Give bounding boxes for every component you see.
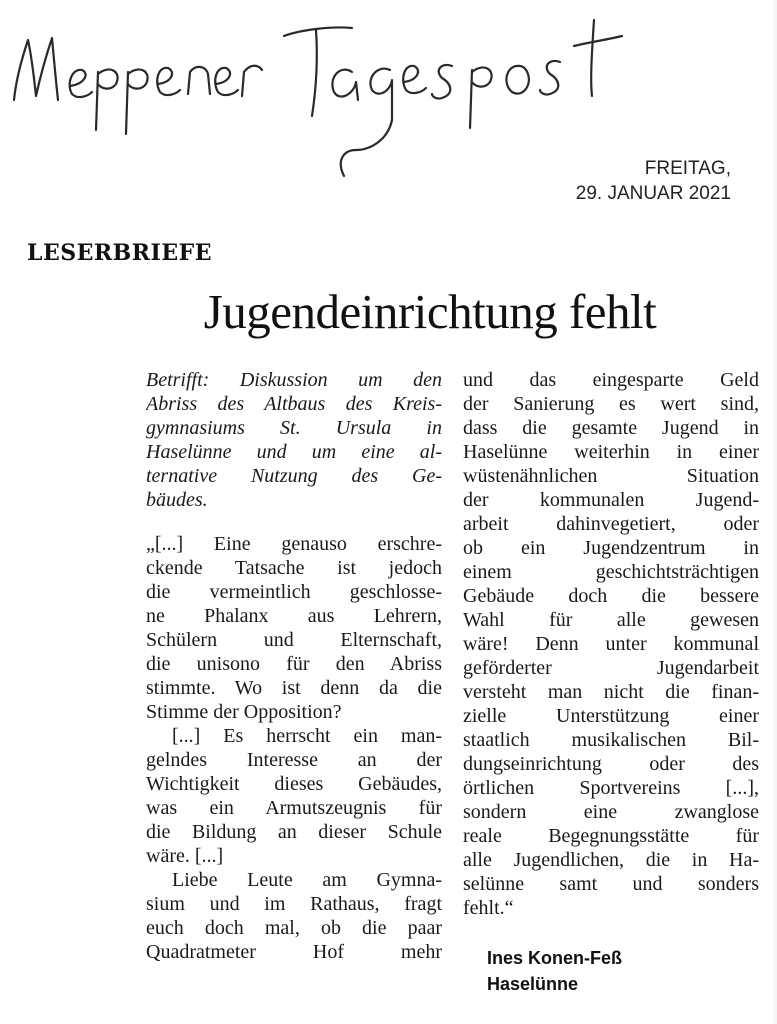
headline: Jugendeinrichtung fehlt <box>203 284 657 339</box>
text-line: die vermeintlich geschlosse- <box>146 581 442 603</box>
text-line: ckende Tatsache ist jedoch <box>146 557 442 579</box>
text-line: Quadratmeter Hof mehr <box>146 941 442 963</box>
intro-line: Betrifft: Diskussion um den <box>146 369 442 391</box>
dateline <box>576 156 731 206</box>
paragraph-2 <box>146 724 442 868</box>
author-place: Haselünne <box>487 974 579 994</box>
text-line: arbeit dahinvegetiert, oder <box>463 513 759 535</box>
text-line: die unisono für den Abriss <box>146 653 442 675</box>
text-line: wäre! Denn unter kommunal <box>463 633 759 655</box>
text-line: alle Jugendlichen, die in Ha- <box>463 849 759 871</box>
text-line: geförderter Jugendarbeit <box>463 657 759 679</box>
text-line: Haselünne weiterhin in einer <box>463 441 759 463</box>
text-line: Gebäude doch die bessere <box>463 585 759 607</box>
text-line: wäre. [...] <box>146 845 224 867</box>
text-line: „[...] Eine genauso erschre- <box>146 533 442 555</box>
text-line: örtlichen Sportvereins [...], <box>463 777 759 799</box>
text-line: dungseinrichtung oder des <box>463 753 759 775</box>
letter-signature <box>487 945 622 997</box>
text-line: der kommunalen Jugend- <box>463 489 759 511</box>
paragraph-gap <box>146 512 442 532</box>
text-line: Stimme der Opposition? <box>146 701 342 723</box>
text-line: euch doch mal, ob die paar <box>146 917 442 939</box>
section-label: LESERBRIEFE <box>27 240 213 266</box>
intro-line: ternative Nutzung des Ge- <box>146 465 442 487</box>
column-left <box>146 368 442 964</box>
text-line: dass die gesamte Jugend in <box>463 417 759 439</box>
text-line: Wichtigkeit dieses Gebäudes, <box>146 773 442 795</box>
intro-line: gymnasiums St. Ursula in <box>146 417 442 439</box>
text-line: und das eingesparte Geld <box>463 369 759 391</box>
paragraph-3 <box>146 868 442 964</box>
text-line: Schülern und Elternschaft, <box>146 629 442 651</box>
text-line: fehlt.“ <box>463 897 514 919</box>
text-line: selünne samt und sonders <box>463 873 759 895</box>
paragraph-1 <box>146 532 442 724</box>
text-line: Wahl für alle gewesen <box>463 609 759 631</box>
intro-line: Haselünne und um eine al- <box>146 441 442 463</box>
text-line: stimmte. Wo ist denn da die <box>146 677 442 699</box>
text-line: einem geschichtsträchtigen <box>463 561 759 583</box>
text-line: die Bildung an dieser Schule <box>146 821 442 843</box>
scan-edge <box>771 0 777 1024</box>
text-line: gelndes Interesse an der <box>146 749 442 771</box>
text-line: [...] Es herrscht ein man- <box>172 725 442 747</box>
intro-block <box>146 368 442 512</box>
dateline-date: 29. JANUAR 2021 <box>575 183 731 204</box>
intro-line: bäudes. <box>146 489 208 511</box>
text-line: staatlich musikalischen Bil- <box>463 729 759 751</box>
text-line: wüstenähnlichen Situation <box>463 465 759 487</box>
text-line: der Sanierung es wert sind, <box>463 393 759 415</box>
text-line: ne Phalanx aus Lehrern, <box>146 605 442 627</box>
text-line: zielle Unterstützung einer <box>463 705 759 727</box>
dateline-weekday: FREITAG, <box>644 158 731 179</box>
column-right <box>463 368 759 920</box>
intro-line: Abriss des Altbaus des Kreis- <box>146 393 442 415</box>
author-name: Ines Konen-Feß <box>487 948 623 968</box>
text-line: was ein Armutszeugnis für <box>146 797 442 819</box>
text-line: versteht man nicht die finan- <box>463 681 759 703</box>
text-line: sium und im Rathaus, fragt <box>146 893 442 915</box>
text-line: ob ein Jugendzentrum in <box>463 537 759 559</box>
text-line: sondern eine zwanglose <box>463 801 759 823</box>
text-line: Liebe Leute am Gymna- <box>172 869 442 891</box>
text-line: reale Begegnungsstätte für <box>463 825 759 847</box>
